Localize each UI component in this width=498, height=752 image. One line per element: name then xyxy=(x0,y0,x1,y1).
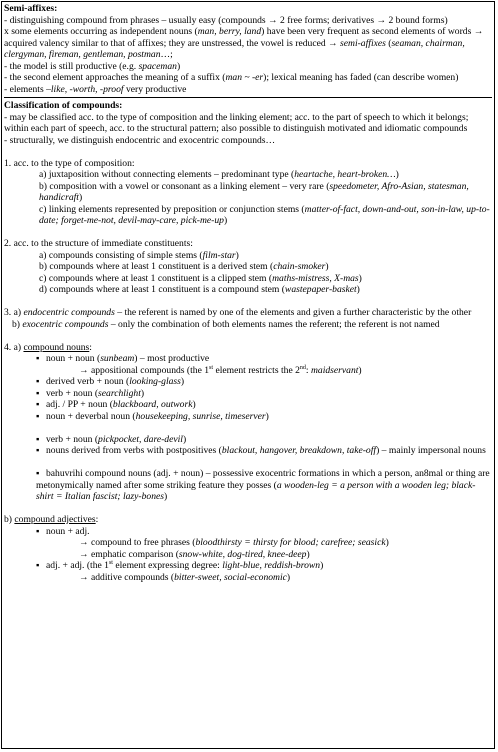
ordinal-suffix: st xyxy=(209,364,214,371)
text-run: - elements xyxy=(4,83,47,95)
point-3a xyxy=(4,307,492,319)
bullet-icon: ▪ xyxy=(36,399,40,410)
text-run: ) xyxy=(182,433,187,445)
bullet-icon: ▪ xyxy=(36,410,40,422)
text-run: a) juxtaposition without connecting elements – predominant type ( xyxy=(39,169,295,180)
text-run: bahuvrihi compound nouns (adj. + noun) – possessive exocentric formations in which a person, an8mal or thing are metonymically named after some striking feature they posses ( xyxy=(36,468,490,491)
semi-affixes-section xyxy=(4,3,492,98)
example-text: semi-affixes xyxy=(340,37,386,49)
compound-noun-item xyxy=(4,411,492,423)
text-run: - the second element approaches the meaning of a suffix ( xyxy=(4,72,226,83)
text-run: ) xyxy=(192,399,196,410)
example-text: spaceman xyxy=(138,60,177,72)
composition-type-item xyxy=(4,204,492,227)
example-text: endocentric compounds xyxy=(23,307,115,318)
example-text: exocentric compounds xyxy=(22,318,109,330)
example-text: matter-of-fact, down-and-out, son-in-law, up-to-date; forget-me-not, devil-may-care, pick-me-up xyxy=(39,203,490,226)
point-1-items xyxy=(4,169,492,227)
compound-adjective-item-subitem xyxy=(4,549,492,561)
compound-adjective-item-subitem xyxy=(4,537,492,549)
text-run: 3. a) xyxy=(4,307,24,318)
example-text: blackout, hangover, breakdown, take-off xyxy=(221,445,377,456)
text-run: noun + noun ( xyxy=(46,353,101,364)
text-run: ) xyxy=(306,548,310,560)
text-run: - distinguishing compound from phrases – usually easy (compounds → 2 free forms; derivatives → 2 bound forms) xyxy=(4,14,448,26)
compound-noun-item xyxy=(4,353,492,365)
example-text: maidservant xyxy=(310,364,359,376)
text-run: → appositional compounds (the 1 xyxy=(79,364,210,376)
composition-type-item xyxy=(4,181,492,204)
text-run: ) xyxy=(235,249,239,261)
example-text: blackboard, outwork xyxy=(112,399,193,410)
text-run: b) xyxy=(4,514,15,525)
text-run: – the referent is named by one of the elements and given a further characteristic by the other xyxy=(114,307,472,318)
example-text: wastepaper-basket xyxy=(284,284,357,295)
example-text: chain-smoker xyxy=(273,261,326,272)
constituent-structure-item xyxy=(4,273,492,285)
compound-adjective-item xyxy=(4,560,492,572)
example-text: bloodthirsty = thirsty for blood; carefree; seasick xyxy=(195,537,386,548)
text-run: adj. + adj. (the 1 xyxy=(46,560,109,571)
text-run: adj. / PP + noun ( xyxy=(46,399,113,410)
semi-affixes-line xyxy=(4,26,492,61)
constituent-structure-item xyxy=(4,250,492,262)
text-run: c) compounds where at least 1 constituent is a clipped stem ( xyxy=(39,272,273,284)
text-run: verb + noun ( xyxy=(46,387,99,399)
constituent-structure-item xyxy=(4,261,492,273)
text-run: noun + adj. xyxy=(46,525,90,537)
point-1-heading: 1. acc. to the type of composition: xyxy=(4,157,135,169)
compound-adjective-item xyxy=(4,526,492,538)
semi-affixes-lines xyxy=(4,15,492,96)
text-run: d) compounds where at least 1 constituent is a compound stem ( xyxy=(39,284,285,295)
text-run: ) xyxy=(223,215,228,226)
text-run: ) xyxy=(356,284,360,295)
example-text: film-star xyxy=(202,249,236,261)
classification-intro-2: - structurally, we distinguish endocentric and exocentric compounds… xyxy=(4,134,276,146)
classification-section xyxy=(4,98,492,585)
point-2-heading: 2. acc. to the structure of immediate constituents: xyxy=(4,238,193,249)
compound-noun-item xyxy=(4,468,492,503)
text-run: ) xyxy=(358,272,362,284)
compound-nouns-heading xyxy=(4,342,492,354)
compound-adjectives-heading xyxy=(4,514,492,526)
point-3b xyxy=(4,319,492,331)
text-run: b) compounds where at least 1 constituent is a derived stem ( xyxy=(39,261,274,272)
example-text: looking-glass xyxy=(129,376,181,387)
compound-nouns-items xyxy=(4,353,492,503)
text-run: ) – mainly impersonal nouns xyxy=(376,445,486,456)
text-run: very productive xyxy=(123,83,187,95)
compound-noun-item xyxy=(4,399,492,411)
example-text: speedometer, Afro-Asian, statesman, handicraft xyxy=(39,180,469,203)
text-run: : xyxy=(89,341,92,353)
text-run: ) – most productive xyxy=(134,353,210,364)
example-text: man, berry, land xyxy=(197,26,262,37)
example-text: bitter-sweet, social-economic xyxy=(174,571,287,583)
text-run: element expressing degree: xyxy=(112,560,223,571)
semi-affixes-line xyxy=(4,15,492,27)
text-run: ) xyxy=(325,261,329,272)
text-run: derived verb + noun ( xyxy=(46,376,130,387)
ordinal-suffix: nd xyxy=(299,364,306,371)
example-text: housekeeping, sunrise, timeserver xyxy=(135,410,266,422)
semi-affixes-line xyxy=(4,84,492,96)
classification-heading: Classification of compounds: xyxy=(4,100,123,111)
text-run: ) xyxy=(286,571,291,583)
point-2-items xyxy=(4,250,492,296)
example-text: snow-white, dog-tired, knee-deep xyxy=(178,548,307,560)
text-run: x some elements occurring as independent nouns ( xyxy=(4,26,198,37)
composition-type-item xyxy=(4,169,492,181)
text-run: → additive compounds ( xyxy=(79,571,175,583)
text-run: ) xyxy=(320,560,324,571)
bullet-icon: ▪ xyxy=(36,433,40,445)
example-text: sunbeam xyxy=(100,353,135,364)
text-run: ) xyxy=(140,387,145,399)
text-run: ) xyxy=(385,537,389,548)
example-text: a wooden-leg = a person with a wooden leg; black-shirt = Italian fascist; lazy-bones xyxy=(36,479,476,502)
text-run: ) xyxy=(265,410,269,422)
text-run: noun + deverbal noun ( xyxy=(46,410,136,422)
compound-noun-item xyxy=(4,376,492,388)
text-run: b) xyxy=(12,318,23,330)
text-run: : xyxy=(305,364,311,376)
bullet-icon: ▪ xyxy=(36,468,40,479)
underlined-label: compound adjectives xyxy=(14,514,96,525)
compound-noun-item xyxy=(4,388,492,400)
example-text: –like, -worth, -proof xyxy=(46,83,124,95)
example-text: pickpocket, dare-devil xyxy=(98,433,183,445)
lecture-notes-page xyxy=(1,1,495,749)
semi-affixes-line xyxy=(4,61,492,73)
classification-intro-1: - may be classified acc. to the type of composition and the linking element; acc. to the part of speech to which it belongs; within each part of speech, acc. to the structural pattern; also possible to distinguish motivated and idiomatic compounds xyxy=(4,111,469,134)
text-run: : xyxy=(95,514,99,525)
example-text: light-blue, reddish-brown xyxy=(222,560,321,571)
compound-adjective-item-subitem xyxy=(4,572,492,584)
text-run: → compound to free phrases ( xyxy=(79,537,196,548)
constituent-structure-item xyxy=(4,284,492,296)
text-run: nouns derived from verbs with postpositives ( xyxy=(46,445,222,456)
example-text: searchlight xyxy=(98,387,141,399)
compound-adjectives-items xyxy=(4,526,492,584)
bullet-icon: ▪ xyxy=(36,445,40,456)
compound-noun-item xyxy=(4,445,492,457)
text-run: …; xyxy=(160,49,173,60)
text-run: ) xyxy=(180,376,185,387)
bullet-icon: ▪ xyxy=(36,560,40,571)
bullet-icon: ▪ xyxy=(36,376,40,387)
semi-affixes-heading: Semi-affixes: xyxy=(4,3,58,14)
compound-noun-item-subitem xyxy=(4,365,492,377)
text-run: 4. a) xyxy=(4,341,24,353)
text-run: c) linking elements represented by preposition or conjunction stems ( xyxy=(39,203,305,215)
bullet-icon: ▪ xyxy=(36,387,40,399)
text-run: ) xyxy=(176,60,181,72)
example-text: maths-mistress, X-mas xyxy=(272,272,359,284)
text-run: ) xyxy=(78,192,83,203)
ordinal-suffix: st xyxy=(108,559,113,566)
text-run: ); lexical meaning has faded (can describe women) xyxy=(263,72,459,83)
text-run: ) xyxy=(395,169,399,180)
underlined-label: compound nouns xyxy=(23,341,90,353)
text-run: a) compounds consisting of simple stems ( xyxy=(39,249,203,261)
text-run: ) xyxy=(164,491,168,502)
example-text: seaman, chairman, clergyman, fireman, gentleman, postman xyxy=(4,37,465,60)
text-run: ) xyxy=(358,364,362,376)
bullet-icon: ▪ xyxy=(36,353,40,364)
text-run: element restricts the 2 xyxy=(213,364,300,376)
text-run: ) have been very frequent as second elements of words → acquired valency similar to that of affixes; they are unstressed, the vowel is reduced → xyxy=(4,26,484,49)
compound-noun-item xyxy=(4,434,492,446)
text-run: b) composition with a vowel or consonant as a linking element – very rare ( xyxy=(39,180,330,192)
text-run: – only the combination of both elements names the referent; the referent is not named xyxy=(108,318,440,330)
text-run: - the model is still productive (e.g. xyxy=(4,60,139,72)
example-text: heartache, heart-broken… xyxy=(294,169,396,180)
example-text: man ~ -er xyxy=(225,72,264,83)
bullet-icon: ▪ xyxy=(36,525,40,537)
text-run: verb + noun ( xyxy=(46,433,99,445)
text-run: ( xyxy=(385,37,392,49)
text-run: → emphatic comparison ( xyxy=(79,548,179,560)
semi-affixes-line xyxy=(4,72,492,84)
